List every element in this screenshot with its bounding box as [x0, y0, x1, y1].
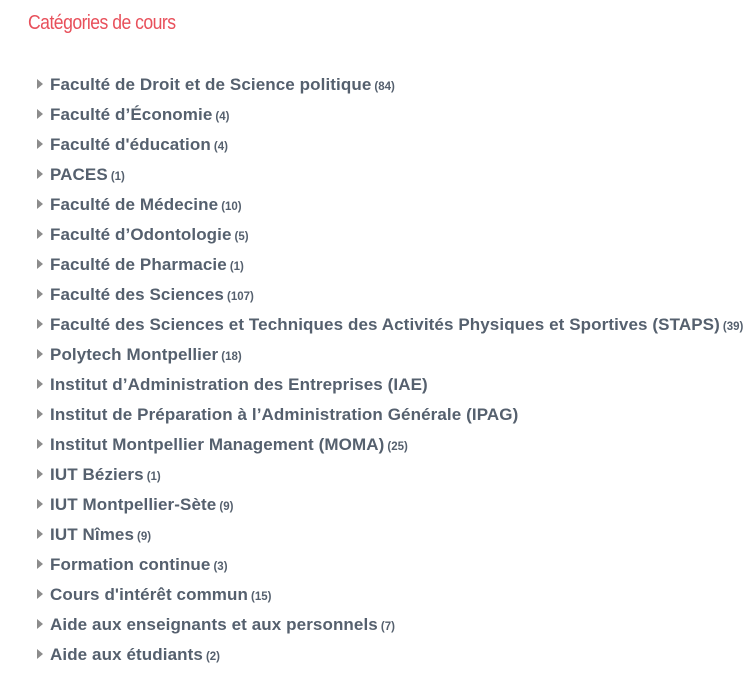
- category-item: [36, 610, 743, 640]
- category-item: [36, 70, 743, 100]
- expand-arrow-icon[interactable]: [36, 280, 50, 310]
- course-count: (15): [250, 591, 272, 603]
- expand-arrow-icon[interactable]: [36, 250, 50, 280]
- category-item: [36, 430, 743, 460]
- course-count: (2): [205, 651, 221, 663]
- expand-arrow-icon[interactable]: [36, 490, 50, 520]
- expand-arrow-icon[interactable]: [36, 100, 50, 130]
- category-item: [36, 490, 743, 520]
- category-link[interactable]: Institut de Préparation à l’Administration Générale (IPAG): [50, 405, 519, 424]
- category-link[interactable]: IUT Montpellier-Sète: [50, 495, 217, 514]
- category-link[interactable]: IUT Nîmes: [50, 525, 135, 544]
- course-count: (1): [110, 171, 125, 183]
- course-count: (5): [234, 231, 249, 243]
- expand-arrow-icon[interactable]: [36, 70, 50, 100]
- category-item: [36, 250, 743, 280]
- category-item: [36, 460, 743, 490]
- category-item: [36, 100, 743, 130]
- category-item: [36, 640, 743, 670]
- category-item: [36, 190, 743, 220]
- expand-arrow-icon[interactable]: [36, 160, 50, 190]
- category-link[interactable]: Institut d’Administration des Entreprises (IAE): [50, 375, 428, 394]
- expand-arrow-icon[interactable]: [36, 340, 50, 370]
- category-link[interactable]: IUT Béziers: [50, 465, 144, 484]
- category-item: [36, 520, 743, 550]
- page-title: Catégories de cours: [28, 12, 176, 34]
- course-count: (1): [229, 261, 244, 273]
- category-link[interactable]: Polytech Montpellier: [50, 345, 219, 364]
- expand-arrow-icon[interactable]: [36, 580, 50, 610]
- category-item: [36, 220, 743, 250]
- expand-arrow-icon[interactable]: [36, 190, 50, 220]
- category-link[interactable]: Cours d'intérêt commun: [50, 585, 248, 604]
- expand-arrow-icon[interactable]: [36, 610, 50, 640]
- course-count: (10): [221, 201, 242, 213]
- category-link[interactable]: Faculté d'éducation: [50, 135, 211, 154]
- category-item: [36, 130, 743, 160]
- category-link[interactable]: Faculté des Sciences: [50, 285, 224, 304]
- course-count: (9): [219, 501, 234, 513]
- category-link[interactable]: Faculté de Pharmacie: [50, 255, 227, 274]
- expand-arrow-icon[interactable]: [36, 370, 50, 400]
- course-count: (4): [213, 141, 228, 153]
- expand-arrow-icon[interactable]: [36, 130, 50, 160]
- category-link[interactable]: Formation continue: [50, 555, 211, 574]
- category-link[interactable]: Faculté de Droit et de Science politique: [50, 75, 372, 94]
- category-item: [36, 400, 743, 430]
- category-link[interactable]: PACES: [50, 165, 108, 184]
- category-link[interactable]: Faculté de Médecine: [50, 195, 219, 214]
- course-count: (7): [380, 621, 395, 633]
- expand-arrow-icon[interactable]: [36, 640, 50, 670]
- course-count: (25): [387, 441, 408, 453]
- expand-arrow-icon[interactable]: [36, 430, 50, 460]
- category-link[interactable]: Faculté des Sciences et Techniques des Activités Physiques et Sportives (STAPS): [50, 315, 720, 334]
- category-item: [36, 310, 743, 340]
- expand-arrow-icon[interactable]: [36, 520, 50, 550]
- category-link[interactable]: Institut Montpellier Management (MOMA): [50, 435, 385, 454]
- category-link[interactable]: Faculté d’Économie: [50, 105, 213, 124]
- expand-arrow-icon[interactable]: [36, 460, 50, 490]
- category-link[interactable]: Faculté d’Odontologie: [50, 225, 232, 244]
- course-count: (107): [226, 291, 254, 303]
- category-item: [36, 550, 743, 580]
- expand-arrow-icon[interactable]: [36, 550, 50, 580]
- course-count: (18): [221, 351, 242, 363]
- category-item: [36, 280, 743, 310]
- category-item: [36, 160, 743, 190]
- category-item: [36, 340, 743, 370]
- category-item: [36, 370, 743, 400]
- course-count: (9): [137, 531, 152, 543]
- course-count: (84): [374, 81, 395, 93]
- course-count: (39): [722, 321, 743, 333]
- expand-arrow-icon[interactable]: [36, 310, 50, 340]
- category-link[interactable]: Aide aux enseignants et aux personnels: [50, 615, 378, 634]
- category-list: [36, 70, 743, 670]
- course-count: (3): [213, 561, 228, 573]
- category-link[interactable]: Aide aux étudiants: [50, 645, 203, 664]
- expand-arrow-icon[interactable]: [36, 400, 50, 430]
- expand-arrow-icon[interactable]: [36, 220, 50, 250]
- course-count: (4): [215, 111, 230, 123]
- category-item: [36, 580, 743, 610]
- course-count: (1): [146, 471, 161, 483]
